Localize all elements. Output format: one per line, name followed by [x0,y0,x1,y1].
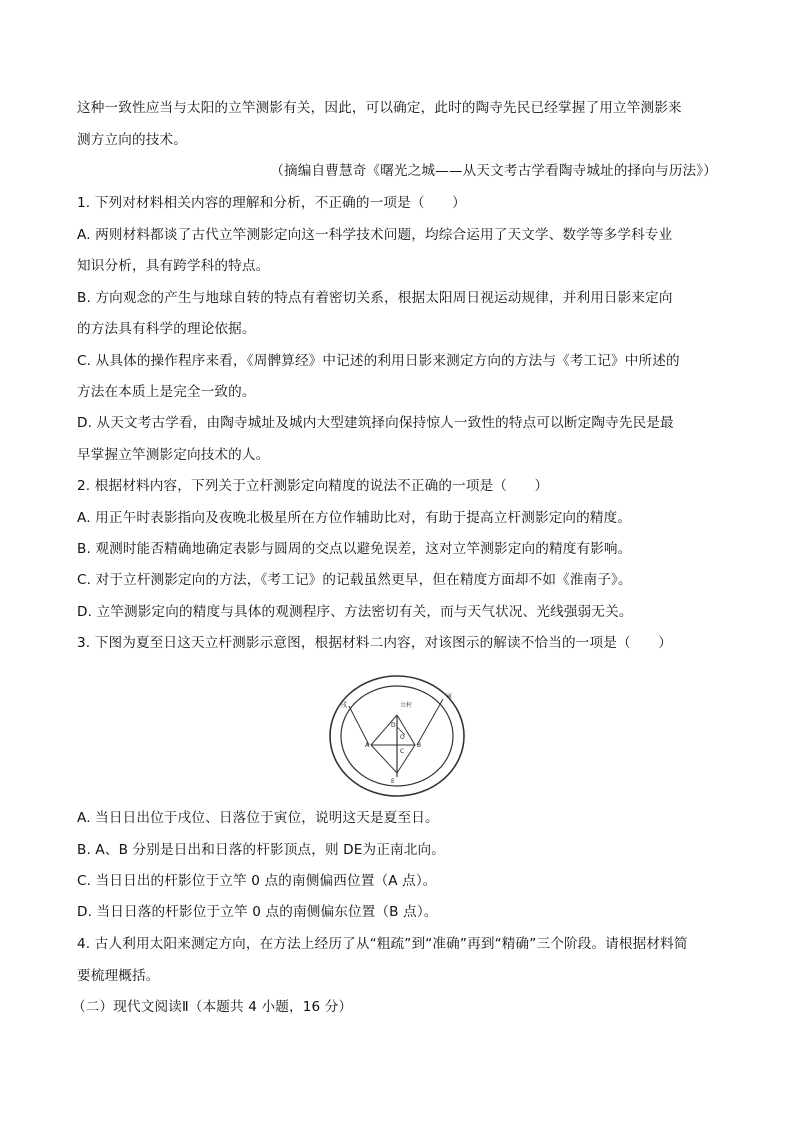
q1-option-b: B. 方向观念的产生与地球自转的特点有着密切关系，根据太阳周日视运动规律，并利用日影来定向 [77,290,673,306]
label-pole: 立杆 [400,702,413,709]
q1-option-b-cont: 的方法具有科学的理论依据。 [77,321,256,337]
question-3: 3. 下图为夏至日这天立杆测影示意图，根据材料二内容，对该图示的解读不恰当的一项是（ ） [77,635,672,651]
shadow-line-right [417,699,443,745]
q1-option-a: A. 两则材料都谈了古代立竿测影定向这一科学技术问题，均综合运用了天文学、数学等多学科专业 [77,227,673,243]
label-right: 寅 [446,693,453,700]
q1-option-d: D. 从天文考古学看，由陶寺城址及城内大型建筑择向保持惊人一致性的特点可以断定陶寺先民是最 [77,415,674,431]
label-b: B [417,742,422,749]
q2-option-d: D. 立竿测影定向的精度与具体的观测程序、方法密切有关，而与天气状况、光线强弱无关。 [77,604,633,620]
label-a: A [365,742,370,749]
source-citation: （摘编自曹慧奇《曙光之城——从天文考古学看陶寺城址的择向与历法》） [270,163,717,179]
shadow-measurement-diagram [327,673,467,799]
q1-option-c: C. 从具体的操作程序来看，《周髀算经》中记述的利用日影来测定方向的方法与《考工记》中所述的 [77,353,680,369]
q3-option-b: B. A、B 分别是日出和日落的杆影顶点，则 DE为正南北向。 [77,842,446,858]
diagram-svg [327,673,467,799]
section-heading: （二）现代文阅读Ⅱ（本题共 4 小题，16 分） [72,999,353,1015]
question-1: 1. 下列对材料相关内容的理解和分析，不正确的一项是（ ） [77,195,466,211]
shadow-line-left [349,706,369,745]
q1-option-a-cont: 知识分析，具有跨学科的特点。 [77,258,270,274]
paragraph-line: 测方立向的技术。 [77,132,187,148]
label-c: C [400,748,405,755]
paragraph-line: 这种一致性应当与太阳的立竿测影有关，因此，可以确定，此时的陶寺先民已经掌握了用立竿测影来 [77,100,682,116]
q2-option-b: B. 观测时能否精确地确定表影与圆周的交点以避免误差，这对立竿测影定向的精度有影响。 [77,541,632,557]
q3-option-c: C. 当日日出的杆影位于立竿 0 点的南侧偏西位置（A 点）。 [77,873,437,889]
label-d: D [391,722,396,729]
label-left: 戌 [341,702,348,709]
q3-option-a: A. 当日日出位于戌位、日落位于寅位，说明这天是夏至日。 [77,810,439,826]
question-4: 4. 古人利用太阳来测定方向，在方法上经历了从“粗疏”到“准确”再到“精确”三个阶段。请根据材料简 [77,936,688,952]
question-4-cont: 要梳理概括。 [77,968,160,984]
q1-option-c-cont: 方法在本质上是完全一致的。 [77,384,256,400]
label-e: E [391,778,395,785]
q3-option-d: D. 当日日落的杆影位于立竿 0 点的南侧偏东位置（B 点）。 [77,904,438,920]
question-2: 2. 根据材料内容，下列关于立杆测影定向精度的说法不正确的一项是（ ） [77,478,549,494]
q1-option-d-cont: 早掌握立竿测影定向技术的人。 [77,447,270,463]
q2-option-a: A. 用正午时表影指向及夜晚北极星所在方位作辅助比对，有助于提高立杆测影定向的精度。 [77,510,632,526]
label-o: O [400,734,405,741]
q2-option-c: C. 对于立杆测影定向的方法，《考工记》的记载虽然更早，但在精度方面却不如《淮南子》。 [77,572,632,588]
